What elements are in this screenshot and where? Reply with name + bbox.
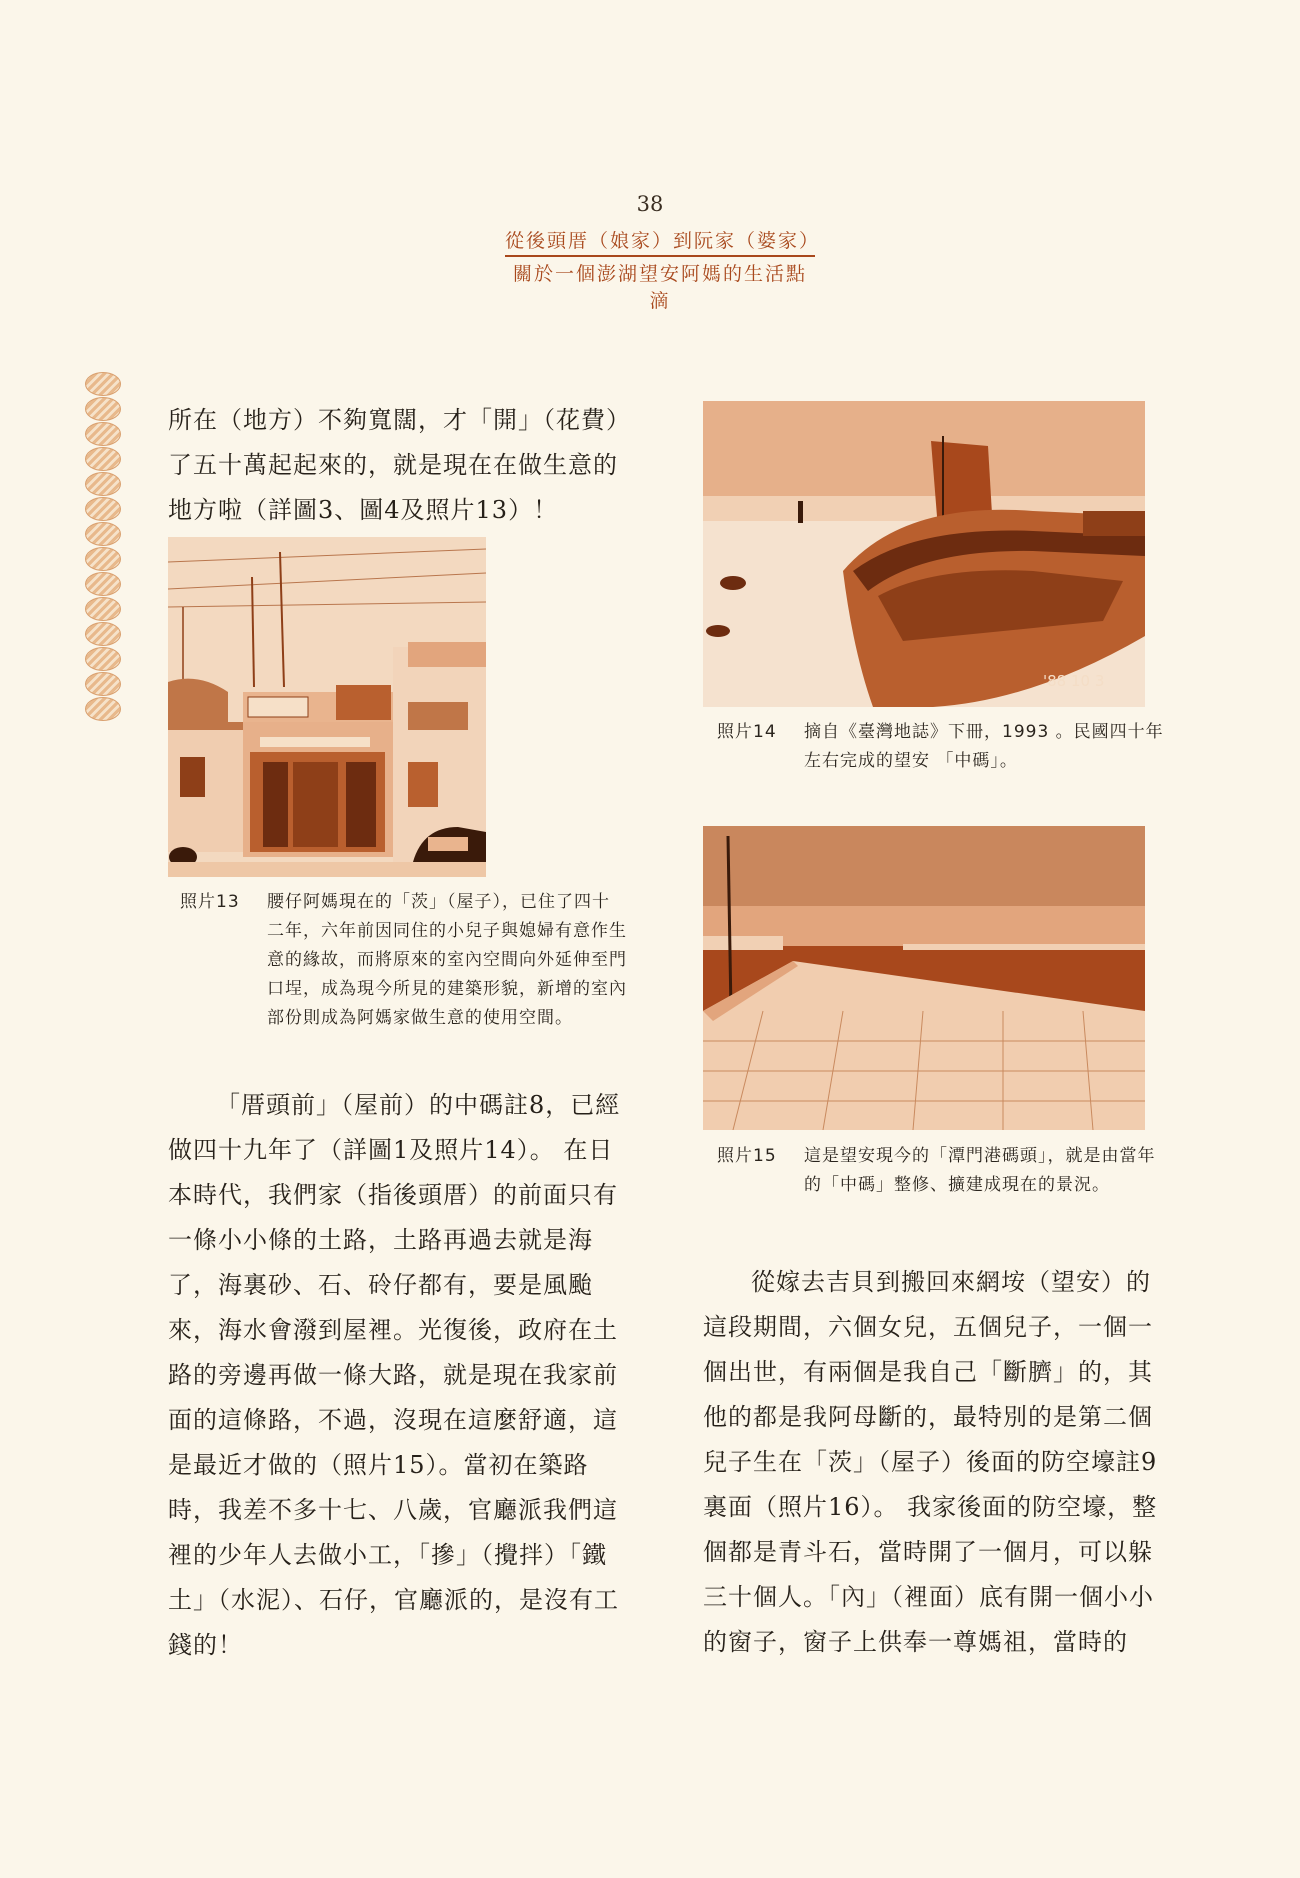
caption-photo-14 <box>717 718 1167 818</box>
ornament-dot <box>85 597 121 621</box>
caption-label: 照片13 <box>180 892 240 912</box>
ornament-dot <box>85 472 121 496</box>
photo-15 <box>703 826 1145 1130</box>
running-header-subtitle: 關於一個澎湖望安阿媽的生活點滴 <box>512 263 807 312</box>
body-paragraph: 「厝頭前」（屋前）的中碼註8，已經做四十九年了（詳圖1及照片14）。 在日本時代，我們家（指後頭厝）的前面只有一條小小條的土路，土路再過去就是海了，海裏砂、石、砱仔都有，要是風颱來，海水會潑到屋裡。光復後，政府在土路的旁邊再做一條大路，就是現在我家前面的這條路，不過，沒現在這麼舒適，這是最近才做的（照片15）。當初在築路時，我差不多十七、八歲，官廳派我們這裡的少年人去做小工，「摻」（攪拌）「鐵土」（水泥）、石仔，官廳派的，是沒有工錢的！ <box>168 1091 621 1659</box>
ornament-dot <box>85 422 121 446</box>
margin-ornament <box>85 372 121 722</box>
right-column-bottom <box>703 1260 1163 1665</box>
ornament-dot <box>85 572 121 596</box>
caption-photo-15 <box>717 1142 1167 1242</box>
ornament-dot <box>85 622 121 646</box>
running-header-title: 從後頭厝（娘家）到阮家（婆家） <box>505 226 815 257</box>
body-paragraph: 所在（地方）不夠寬闊，才「開」（花費）了五十萬起起來的，就是現在在做生意的地方啦（詳圖3、圖4及照片13）！ <box>168 406 619 524</box>
photo-13 <box>168 537 486 877</box>
left-column-bottom <box>168 1083 628 1668</box>
running-header <box>505 226 821 313</box>
caption-text: 腰仔阿媽現在的「茨」（屋子），已住了四十二年，六年前因同住的小兒子與媳婦有意作生意的緣故，而將原來的室內空間向外延伸至門口埕，成為現今所見的建築形貌，新增的室內部份則成為阿媽家做生意的使用空間。 <box>267 892 627 1028</box>
ornament-dot <box>85 397 121 421</box>
caption-label: 照片14 <box>717 722 777 742</box>
ornament-dot <box>85 547 121 571</box>
ornament-dot <box>85 372 121 396</box>
ornament-dot <box>85 672 121 696</box>
caption-text: 這是望安現今的「潭門港碼頭」，就是由當年的「中碼」整修、擴建成現在的景況。 <box>804 1146 1156 1195</box>
caption-text: 摘自《臺灣地誌》下冊，1993 。民國四十年左右完成的望安 「中碼」。 <box>804 722 1164 771</box>
ornament-dot <box>85 497 121 521</box>
body-paragraph: 從嫁去吉貝到搬回來網垵（望安）的這段期間，六個女兒，五個兒子，一個一個出世，有兩個是我自己「斷臍」的，其他的都是我阿母斷的，最特別的是第二個兒子生在「茨」（屋子）後面的防空壕註9裏面（照片16）。 我家後面的防空壕，整個都是青斗石，當時開了一個月，可以躲三十個人。「內」（裡面）底有開一個小小的窗子，窗子上供奉一尊媽祖，當時的 <box>703 1268 1158 1656</box>
photo-14-stamp: '88 10 3 <box>1043 672 1105 690</box>
left-column-top <box>168 398 628 533</box>
ornament-dot <box>85 647 121 671</box>
caption-photo-13 <box>180 888 630 1078</box>
page-number: 38 <box>636 192 664 216</box>
caption-label: 照片15 <box>717 1146 777 1166</box>
photo-14 <box>703 401 1145 707</box>
ornament-dot <box>85 697 121 721</box>
ornament-dot <box>85 447 121 471</box>
ornament-dot <box>85 522 121 546</box>
